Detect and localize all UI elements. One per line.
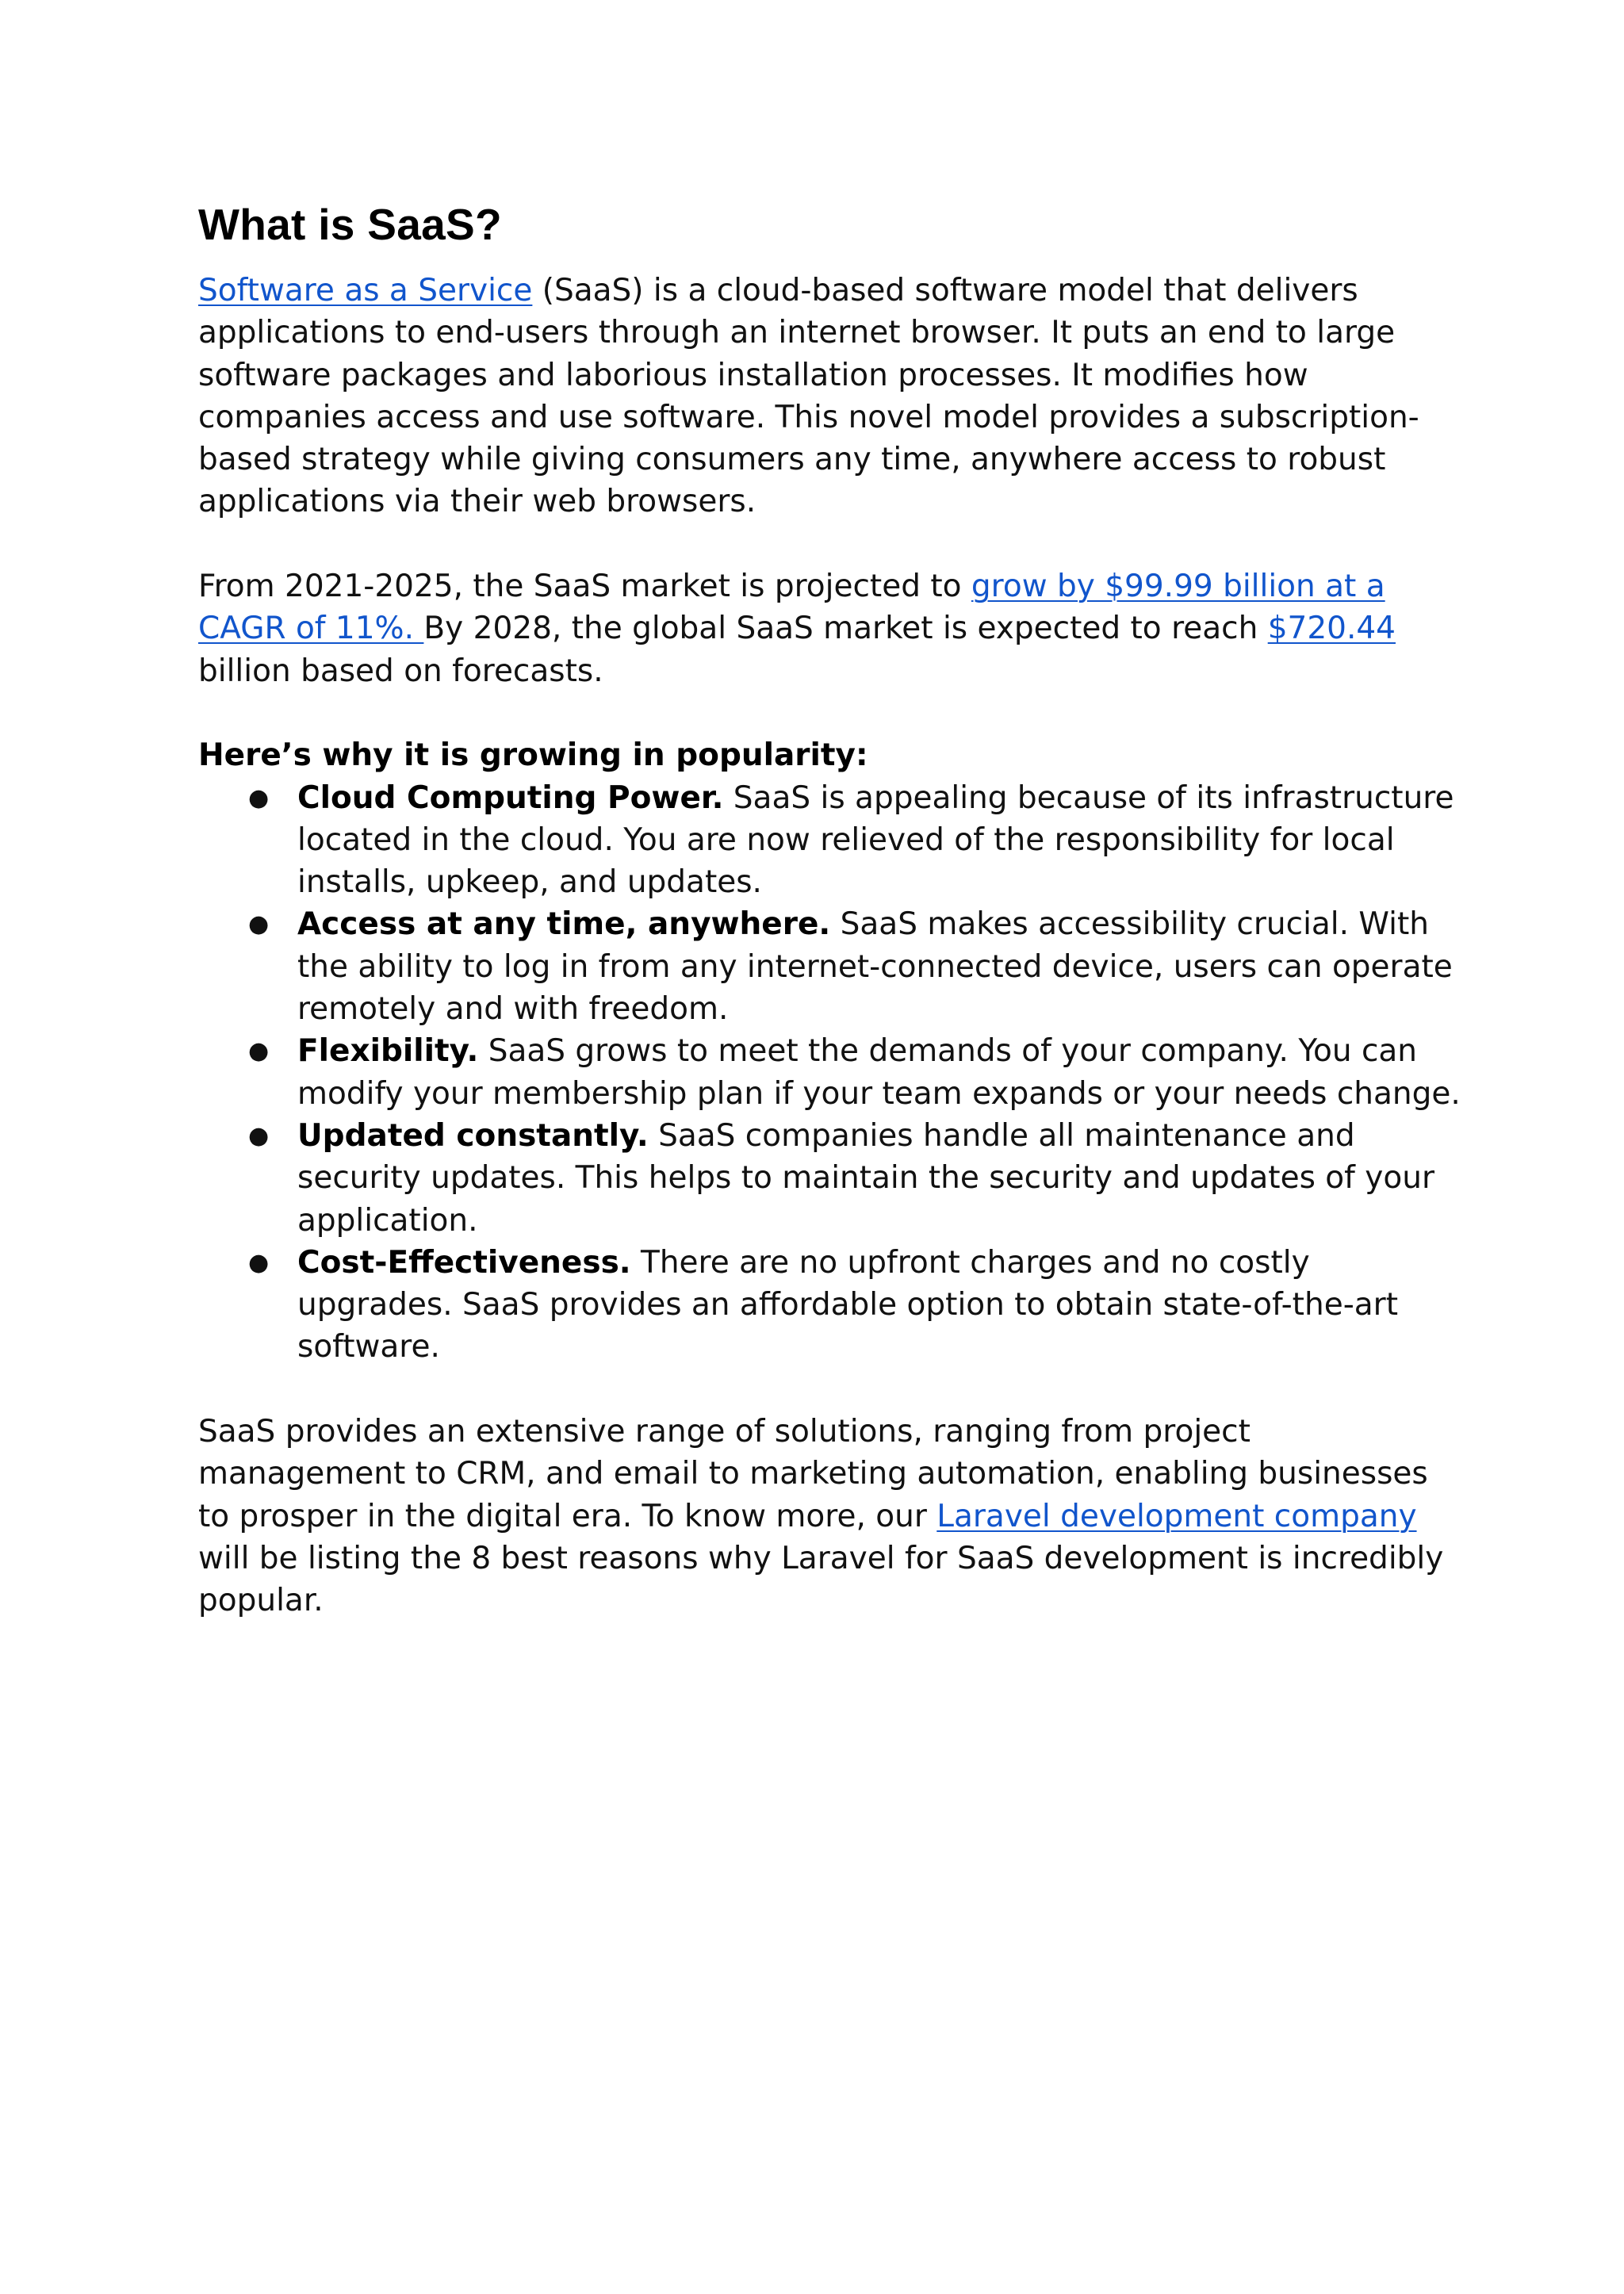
bullet-icon: ●: [248, 1037, 270, 1066]
list-item: [198, 1115, 1467, 1242]
reason-title: Access at any time, anywhere.: [297, 906, 831, 943]
closing-text-after: will be listing the 8 best reasons why Laravel for SaaS development is incredibly popular.: [198, 1540, 1444, 1619]
bullet-icon: ●: [248, 910, 270, 939]
document-body: [198, 197, 1467, 1622]
reason-text: SaaS companies handle all maintenance and security updates. This helps to maintain the security and updates of your application.: [297, 1117, 1434, 1239]
intro-paragraph: [198, 270, 1467, 523]
intro-text: (SaaS) is a cloud-based software model that delivers applications to end-users through an internet browser. It puts an end to large software packages and laborious installation processes. It modifies how companies access and use software. This novel model provides a subscription-based strategy while giving consumers any time, anywhere access to robust applications via their web browsers.: [198, 273, 1419, 520]
reason-text: SaaS makes accessibility crucial. With the ability to log in from any internet-connected device, users can operate remotely and with freedom.: [297, 906, 1453, 1028]
reason-title: Flexibility.: [297, 1033, 479, 1070]
bullet-icon: ●: [248, 783, 270, 812]
bullet-icon: ●: [248, 1248, 270, 1277]
closing-paragraph: [198, 1411, 1467, 1622]
reason-title: Cloud Computing Power.: [297, 779, 724, 816]
market-text-middle: By 2028, the global SaaS market is expected to reach: [423, 611, 1268, 647]
bullet-icon: ●: [248, 1121, 270, 1150]
market-text-before: From 2021-2025, the SaaS market is projected to: [198, 569, 971, 605]
laravel-development-company-link[interactable]: Laravel development company: [936, 1498, 1417, 1534]
paragraph-spacer: [198, 523, 1467, 565]
list-item: [198, 777, 1467, 904]
software-as-a-service-link[interactable]: Software as a Service: [198, 273, 533, 308]
list-item: [198, 1030, 1467, 1115]
list-item: [198, 1242, 1467, 1369]
reasons-heading: Here’s why it is growing in popularity:: [198, 737, 868, 774]
list-item: [198, 903, 1467, 1030]
closing-text-before: SaaS provides an extensive range of solutions, ranging from project management to CRM, and email to marketing automation, enabling businesses to prosper in the digital era. To know more, our: [198, 1414, 1428, 1534]
reason-text: SaaS grows to meet the demands of your company. You can modify your membership plan if your team expands or your needs change.: [297, 1033, 1461, 1112]
reason-text: SaaS is appealing because of its infrastructure located in the cloud. You are now relieved of the responsibility for local installs, upkeep, and updates.: [297, 779, 1454, 901]
market-paragraph: [198, 565, 1467, 692]
page-title: What is SaaS?: [198, 200, 502, 249]
paragraph-spacer: [198, 1369, 1467, 1411]
market-value-link[interactable]: $720.44: [1267, 611, 1396, 647]
reason-title: Cost-Effectiveness.: [297, 1244, 631, 1281]
paragraph-spacer: [198, 692, 1467, 734]
reason-text: There are no upfront charges and no costly upgrades. SaaS provides an affordable option to obtain state-of-the-art software.: [297, 1244, 1398, 1365]
market-growth-link[interactable]: grow by $99.99 billion at a CAGR of 11%.: [198, 569, 1385, 647]
market-text-after: billion based on forecasts.: [198, 653, 603, 689]
reason-title: Updated constantly.: [297, 1117, 649, 1154]
reasons-list: [198, 777, 1467, 1369]
